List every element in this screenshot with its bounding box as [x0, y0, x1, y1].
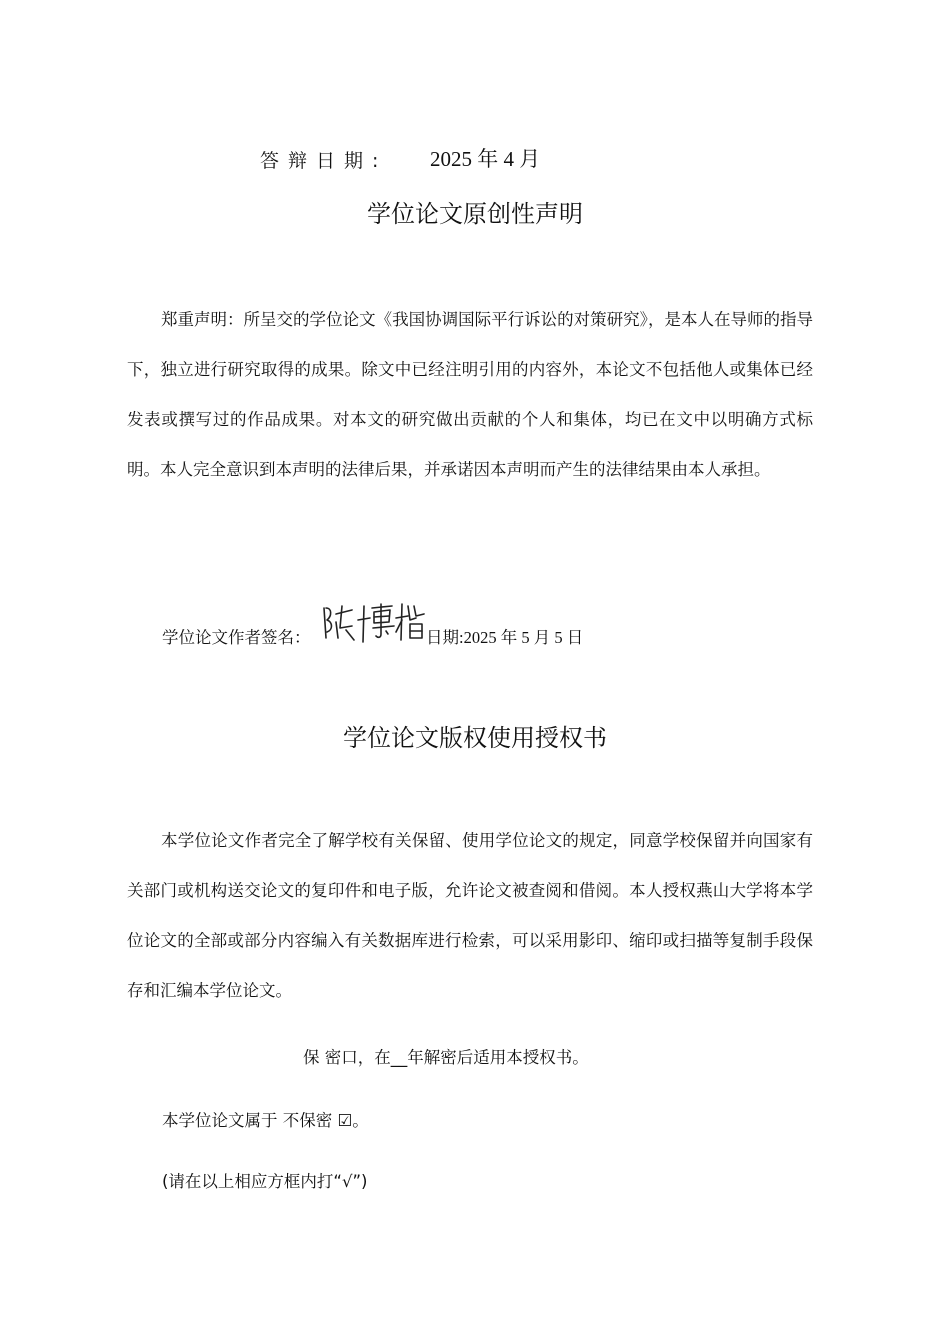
copyright-authorization-text: 本学位论文作者完全了解学校有关保留、使用学位论文的规定，同意学校保留并向国家有关部门或机构送交论文的复印件和电子版，允许论文被查阅和借阅。本人授权燕山大学将本学位论文的全部或部分内容编入有关数据库进行检索，可以采用影印、缩印或扫描等复制手段保存和汇编本学位论文。: [127, 831, 813, 1000]
nonsecret-option-line: 本学位论文属于 不保密 ☑。: [162, 1111, 369, 1130]
signature-date: 日期:2025 年 5 月 5 日: [426, 628, 584, 647]
defense-date-label: 答辩日期:: [260, 150, 388, 172]
author-signature-label: 学位论文作者签名：: [162, 628, 311, 647]
originality-statement: 郑重声明：所呈交的学位论文《我国协调国际平行诉讼的对策研究》，是本人在导师的指导下，独立进行研究取得的成果。除文中已经注明引用的内容外，本论文不包括他人或集体已经发表或撰写过的作品成果。对本文的研究做出贡献的个人和集体，均已在文中以明确方式标明。本人完全意识到本声明的法律后果，并承诺因本声明而产生的法律结果由本人承担。: [127, 310, 813, 479]
handwritten-signature: [318, 598, 428, 646]
checkbox-instruction-note: (请在以上相应方框内打“√”): [162, 1172, 368, 1191]
defense-date-value: 2025 年 4 月: [430, 147, 541, 171]
secret-option-line: 保 密口，在__年解密后适用本授权书。: [303, 1048, 589, 1067]
originality-title: 学位论文原创性声明: [367, 200, 583, 228]
copyright-title: 学位论文版权使用授权书: [343, 724, 607, 752]
